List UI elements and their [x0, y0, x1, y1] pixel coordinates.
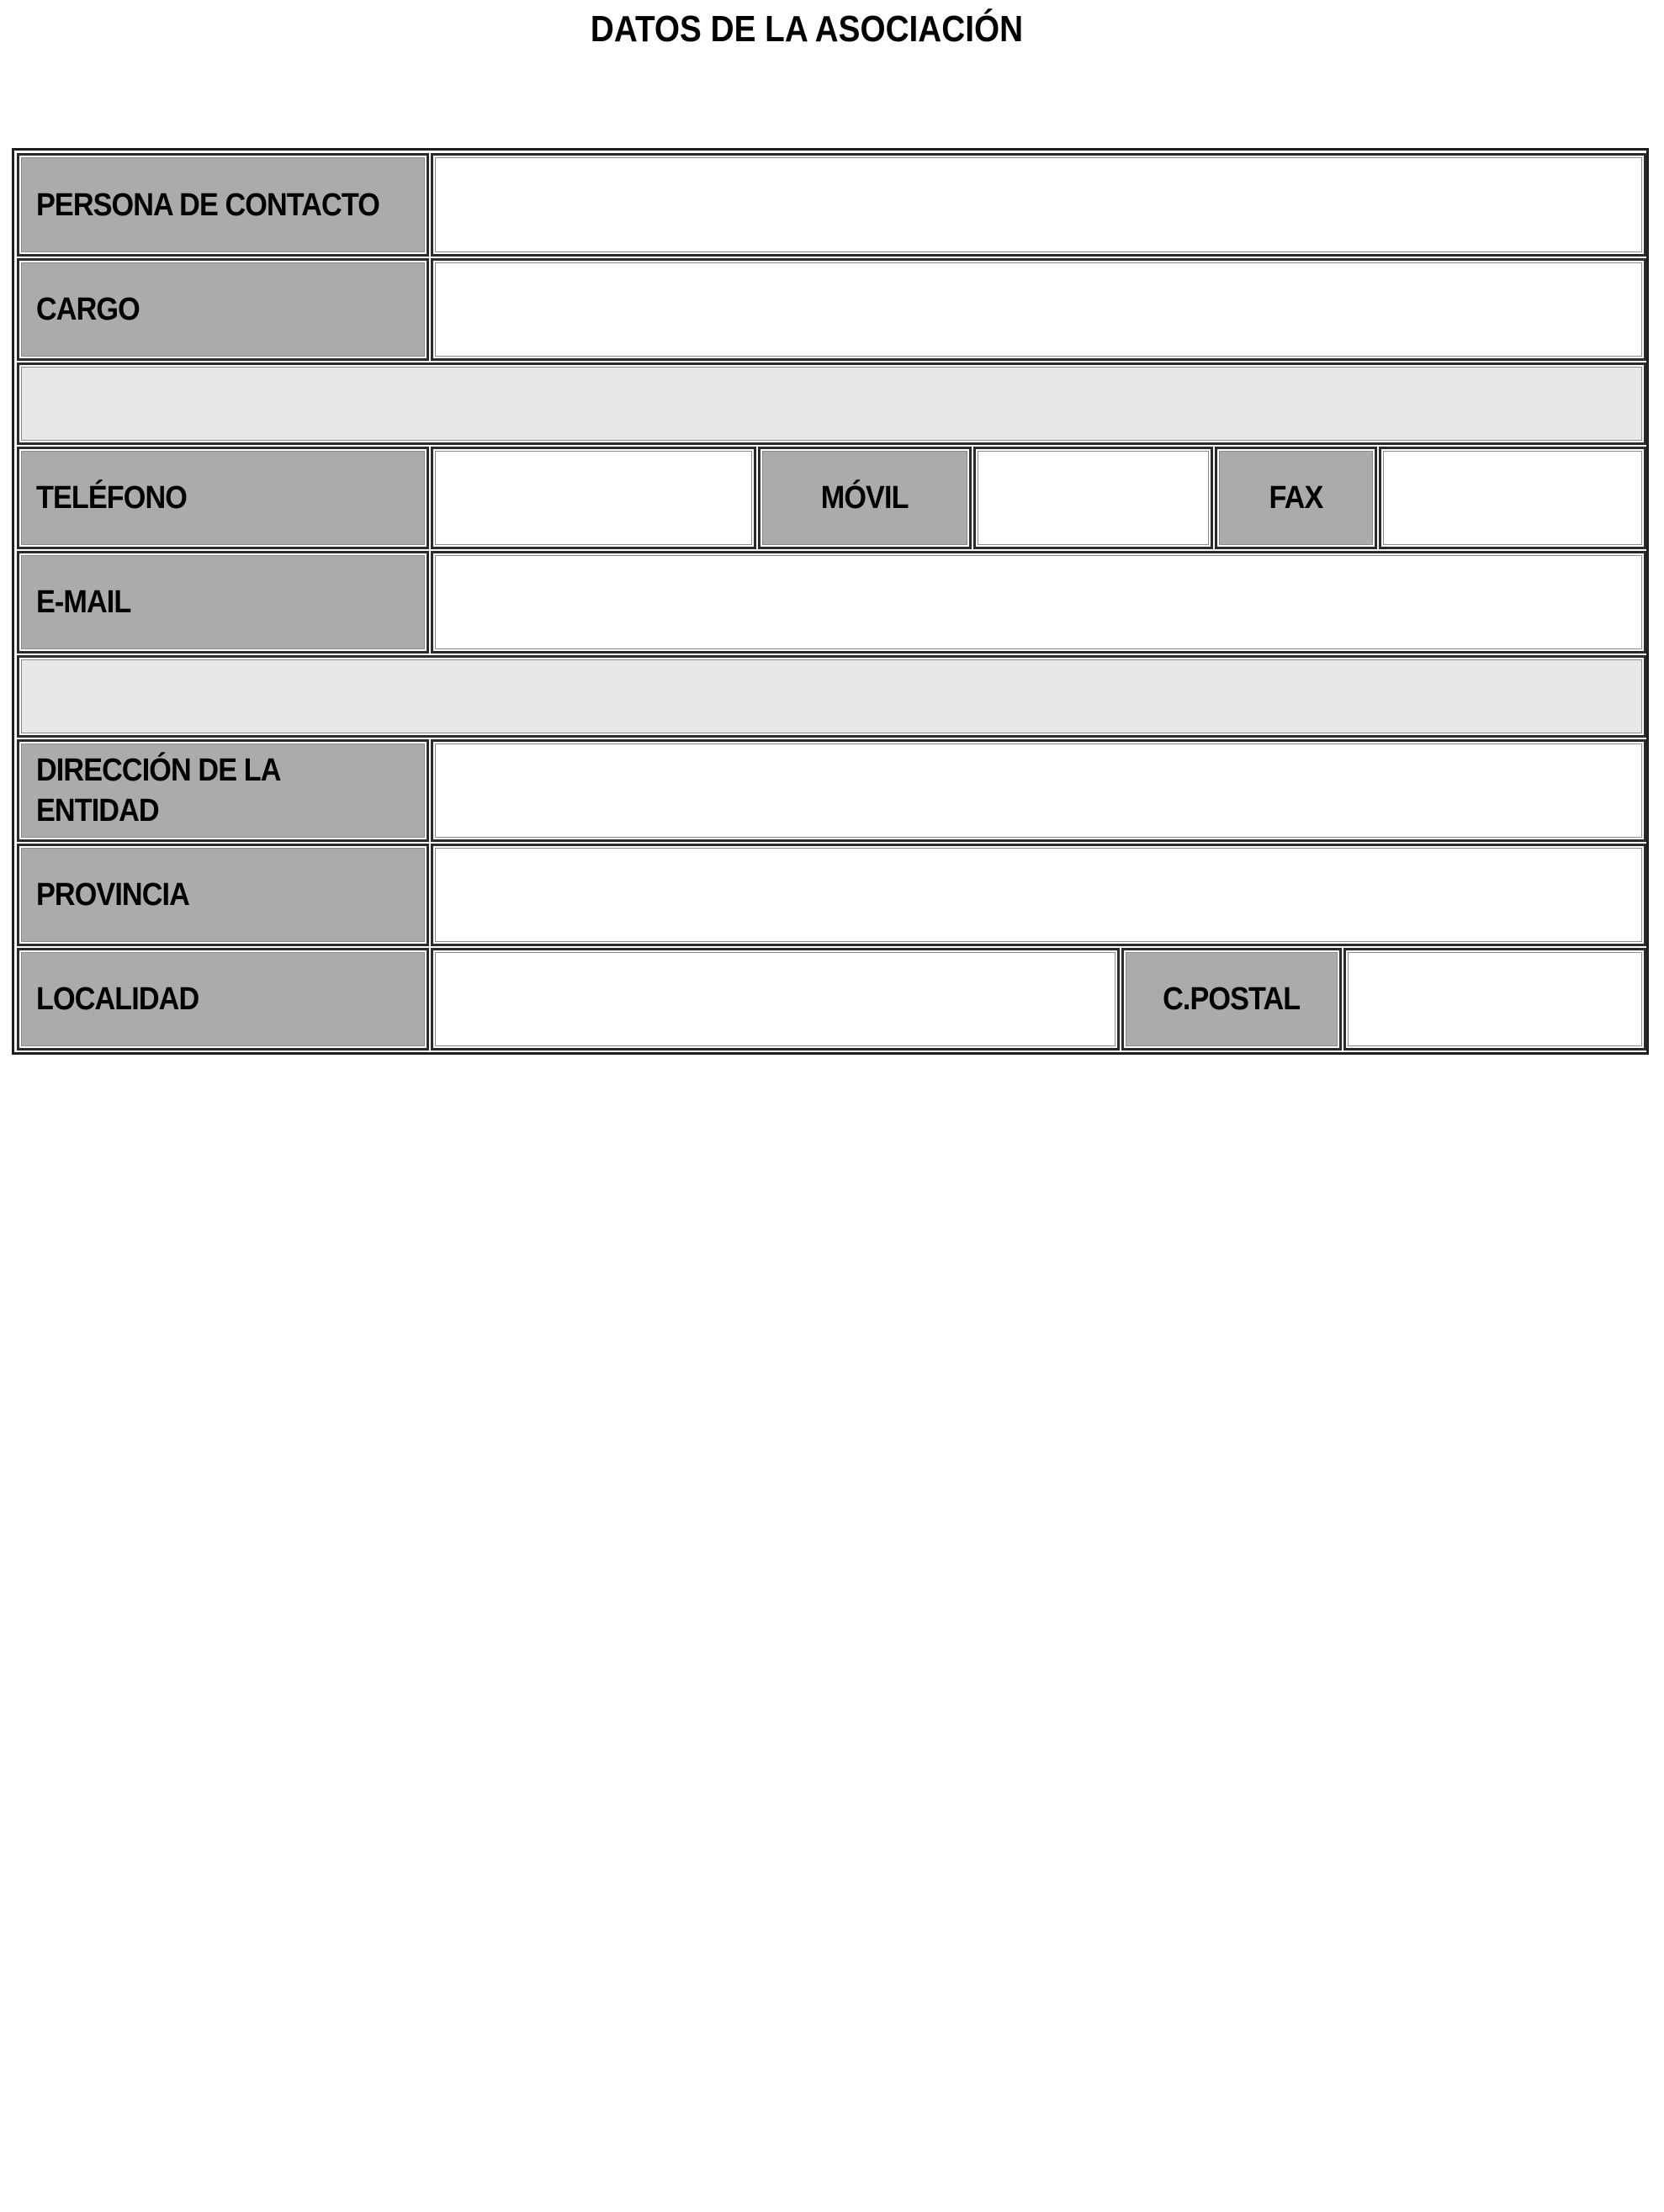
section-separator	[17, 655, 1646, 738]
email-field[interactable]	[431, 551, 1646, 654]
fax-field[interactable]	[1379, 447, 1646, 549]
codigo-postal-field[interactable]	[1343, 948, 1646, 1050]
label-movil: MÓVIL	[758, 447, 972, 549]
page-title: DATOS DE LA ASOCIACIÓN	[590, 8, 1024, 50]
label-persona-contacto: PERSONA DE CONTACTO	[17, 153, 429, 257]
association-data-form	[12, 148, 1649, 1055]
telefono-field[interactable]	[431, 447, 756, 549]
label-telefono: TELÉFONO	[17, 447, 429, 549]
label-direccion: DIRECCIÓN DE LA ENTIDAD	[17, 739, 429, 842]
label-localidad: LOCALIDAD	[17, 948, 429, 1050]
cargo-field[interactable]	[431, 258, 1646, 361]
label-provincia: PROVINCIA	[17, 844, 429, 946]
label-codigo-postal: C.POSTAL	[1121, 948, 1342, 1050]
persona-contacto-field[interactable]	[431, 153, 1646, 257]
section-separator	[17, 362, 1646, 445]
direccion-field[interactable]	[431, 739, 1646, 842]
label-fax: FAX	[1215, 447, 1377, 549]
localidad-field[interactable]	[431, 948, 1120, 1050]
provincia-field[interactable]	[431, 844, 1646, 946]
movil-field[interactable]	[973, 447, 1213, 549]
label-cargo: CARGO	[17, 258, 429, 361]
label-email: E-MAIL	[17, 551, 429, 654]
